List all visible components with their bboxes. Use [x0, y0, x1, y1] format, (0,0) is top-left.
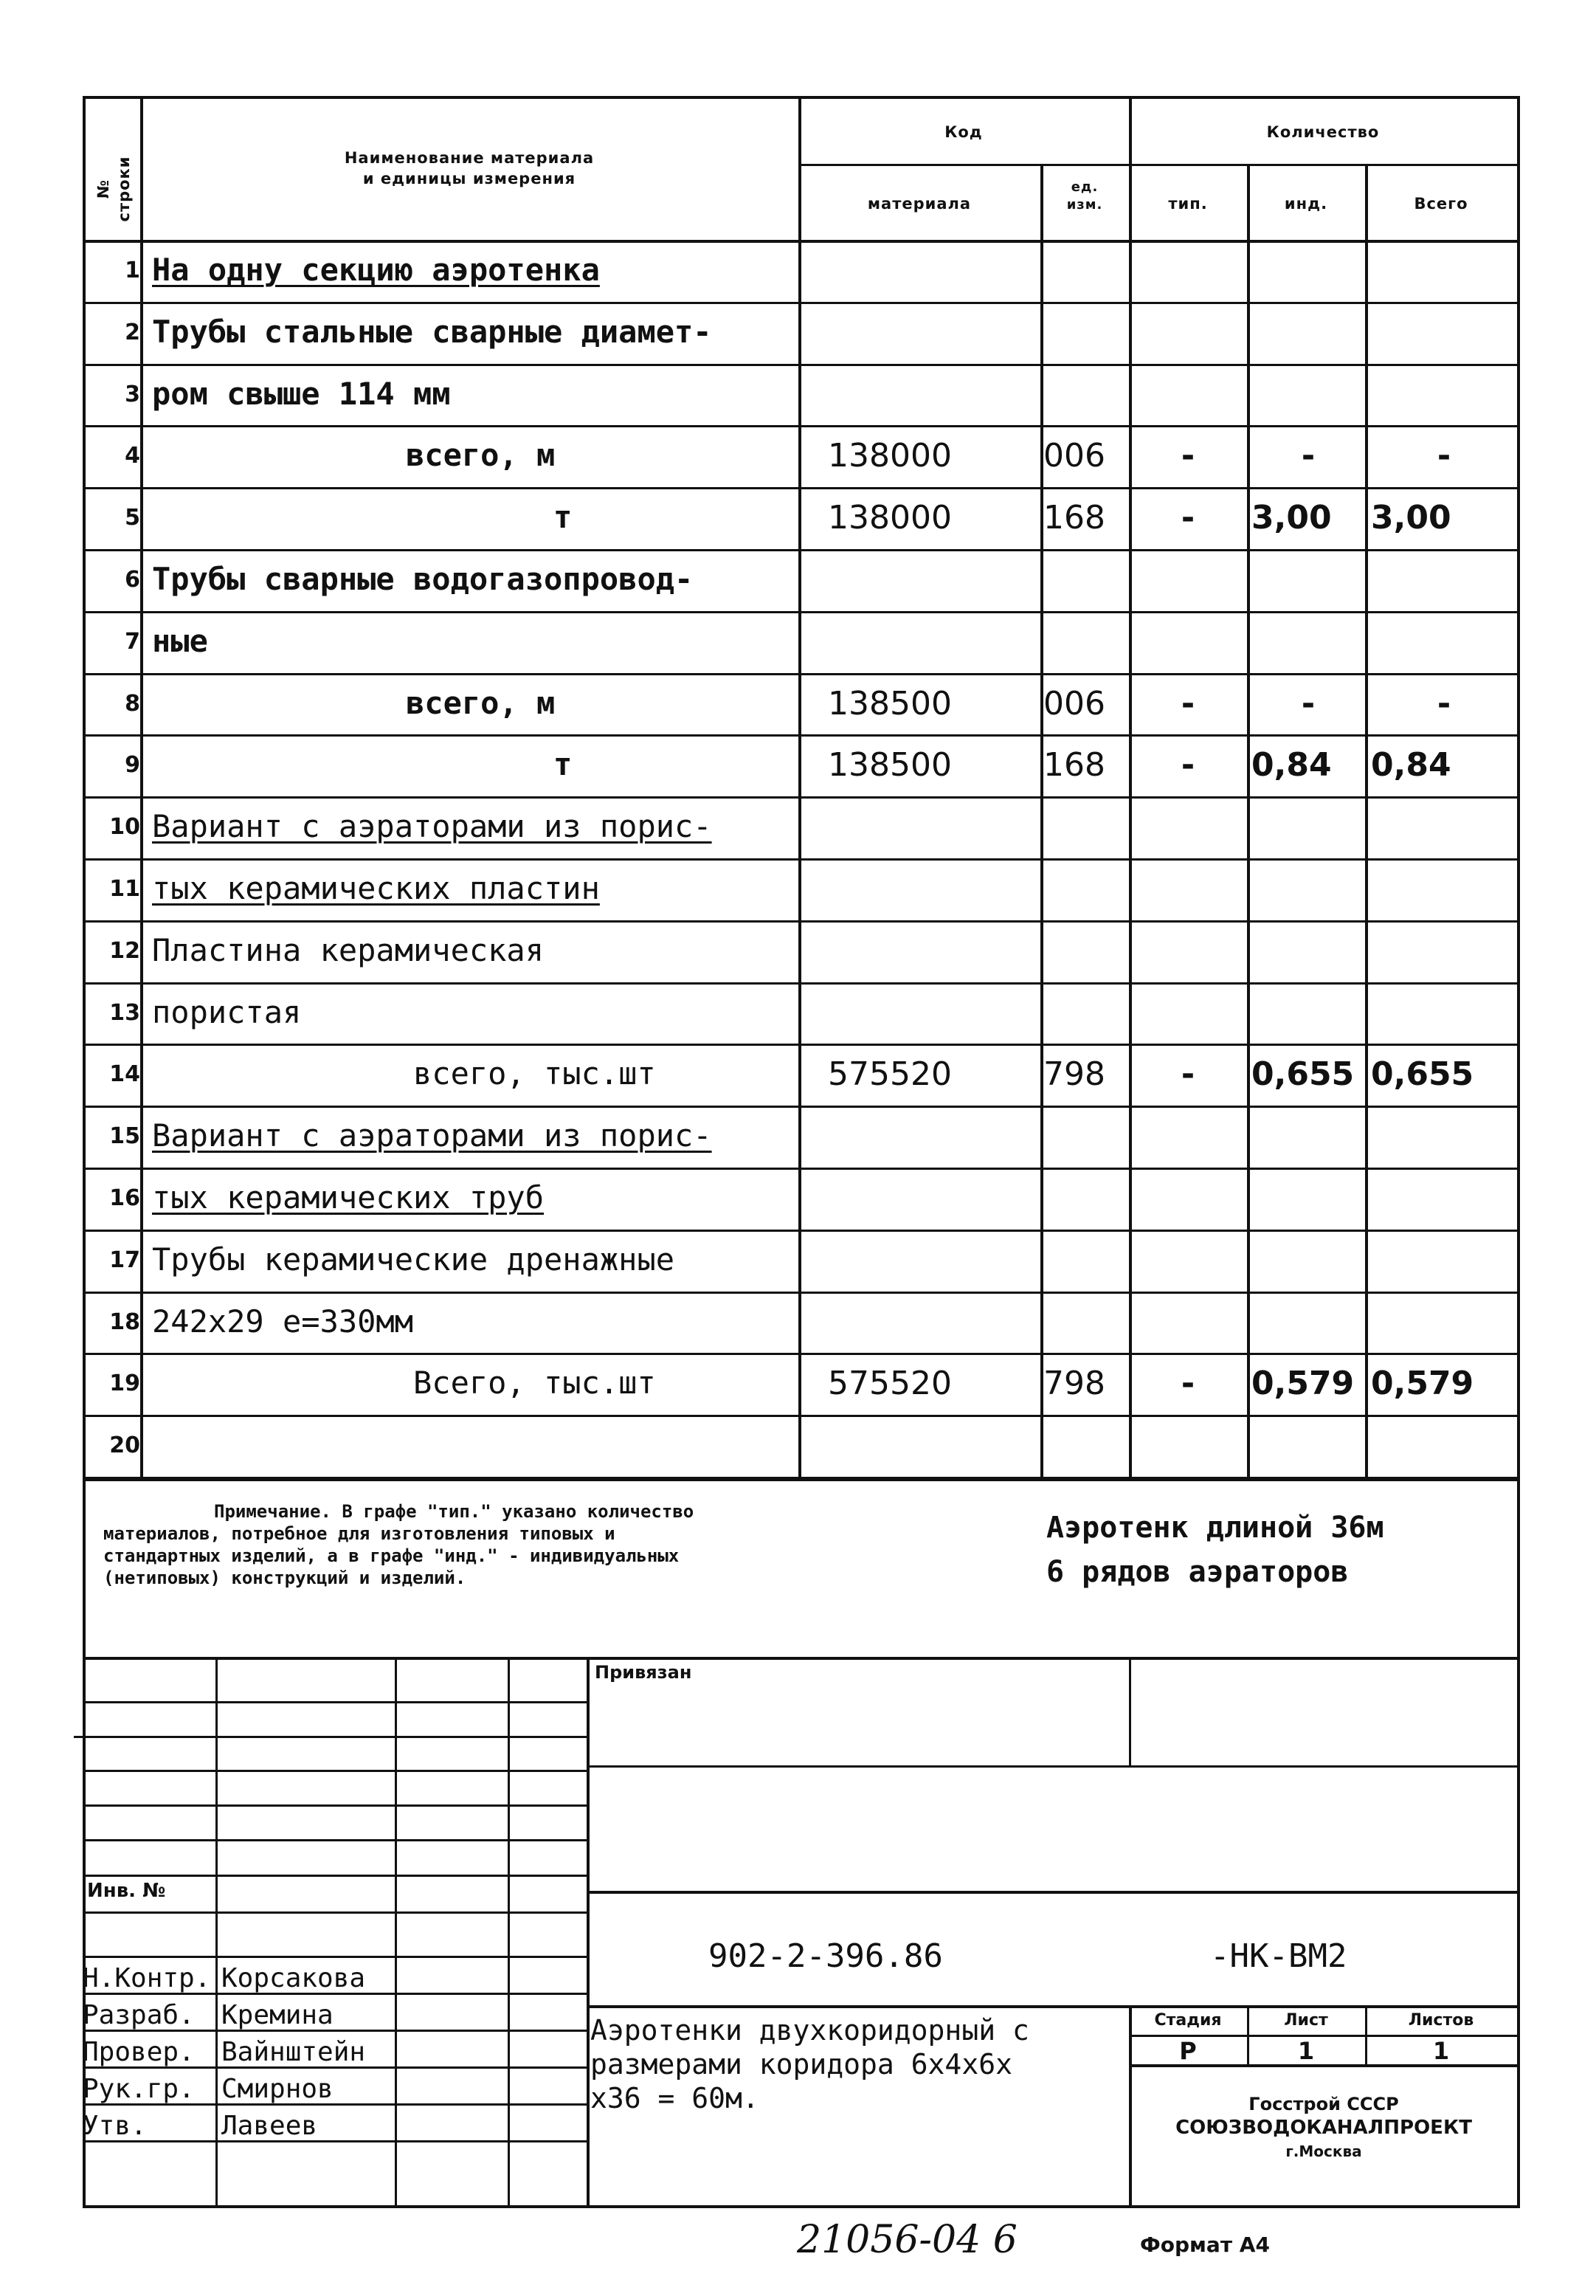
privyazan-divider [1129, 1657, 1131, 1766]
row-14-name: всего, тыс.шт [413, 1055, 656, 1092]
row-4-name: всего, м [406, 437, 556, 474]
row-7-n: 7 [125, 628, 140, 655]
row-17-name: Трубы керамические дренажные [152, 1241, 675, 1278]
stamp-col-1 [215, 1657, 218, 2207]
row-17-n: 17 [109, 1247, 140, 1273]
row-20-n: 20 [109, 1433, 140, 1459]
doc-suffix: -НК-ВМ2 [1210, 1937, 1347, 1975]
row-12-n: 12 [109, 937, 140, 964]
row-9-total: 0,84 [1371, 746, 1451, 785]
note-line-2: материалов, потребное для изготовления типовых и [103, 1523, 615, 1544]
stamp-hline [83, 1911, 587, 1914]
privyazan-bottom [587, 1765, 1519, 1768]
row-12-name: Пластина керамическая [152, 931, 545, 968]
list-label: Лист [1284, 2011, 1328, 2030]
row-separator [83, 425, 1519, 427]
note-text [103, 1500, 1033, 1589]
role-label: Провер. [83, 2037, 195, 2067]
row-14-n: 14 [109, 1061, 140, 1088]
stamp-col-4 [587, 1657, 590, 2207]
header-material-name: Наименование материала и единицы измерения [344, 149, 595, 187]
row-9-n: 9 [125, 752, 140, 779]
sheet-title [590, 2013, 1029, 2115]
sheet-title-line-1: Аэротенки двухкоридорный с [590, 2014, 1029, 2047]
row-2-n: 2 [125, 319, 140, 345]
row-separator [83, 1415, 1519, 1417]
list-value: 1 [1297, 2037, 1315, 2065]
header-qty-tip: тип. [1168, 195, 1208, 213]
stamp-bottom [83, 2205, 1520, 2208]
header-code: Код [944, 123, 983, 141]
col-divider-tip [1247, 164, 1250, 1480]
stamp-hline [83, 1701, 587, 1703]
row-separator [83, 982, 1519, 985]
row-5-total: 3,00 [1371, 499, 1451, 537]
doc-code-value: 902-2-396.86 [708, 1937, 943, 1975]
row-15-n: 15 [109, 1123, 140, 1150]
row-8-mat: 138500 [828, 684, 952, 723]
row-16-n: 16 [109, 1185, 140, 1211]
row-separator [83, 364, 1519, 366]
header-row-number: № строки [94, 156, 133, 222]
row-19-unit: 798 [1043, 1365, 1105, 1403]
signature-mark [402, 2071, 505, 2106]
header-code-material: материала [867, 195, 972, 213]
table-bottom [83, 1478, 1520, 1481]
listov-label: Листов [1408, 2011, 1474, 2030]
row-8-total: - [1437, 684, 1451, 723]
col-divider-mat [1040, 164, 1043, 1480]
role-label: Утв. [83, 2111, 147, 2141]
row-9-ind: 0,84 [1251, 746, 1332, 785]
code-top [587, 1891, 1519, 1894]
row-separator [83, 611, 1519, 613]
row-separator [83, 858, 1519, 861]
row-14-tip: - [1181, 1055, 1195, 1094]
org-line-2: СОЮЗВОДОКАНАЛПРОЕКТ [1175, 2117, 1472, 2139]
row-10-name: Вариант с аэраторами из порис- [152, 808, 712, 845]
row-9-name: т [553, 746, 573, 783]
privyazan-label: Привязан [595, 1662, 692, 1683]
stamp-hline [83, 1770, 587, 1772]
row-separator [83, 920, 1519, 923]
row-14-unit: 798 [1043, 1055, 1105, 1094]
organization [1129, 2092, 1519, 2163]
row-4-unit: 006 [1043, 437, 1105, 475]
row-separator [83, 1106, 1519, 1108]
row-separator [83, 734, 1519, 737]
sheet-title-line-3: х36 = 60м. [590, 2082, 759, 2114]
col-divider-ind [1365, 164, 1368, 1480]
row-separator [83, 673, 1519, 675]
row-8-tip: - [1181, 684, 1195, 723]
row-16-name: тых керамических труб [152, 1179, 545, 1216]
note-title [1046, 1506, 1504, 1594]
handwritten-number: 21056-04 6 [797, 2218, 1018, 2262]
row-separator [83, 796, 1519, 799]
row-11-n: 11 [109, 876, 140, 902]
row-4-ind: - [1301, 437, 1316, 475]
row-8-ind: - [1301, 684, 1316, 723]
role-person: Смирнов [221, 2074, 334, 2104]
note-title-line-1: Аэротенк длиной 36м [1046, 1511, 1384, 1545]
row-7-name: ные [152, 622, 208, 659]
row-5-n: 5 [125, 505, 140, 531]
row-2-name: Трубы стальные сварные диамет- [152, 313, 712, 350]
row-separator [83, 1044, 1519, 1046]
note-left [83, 1478, 86, 1659]
frame-top [83, 96, 1520, 99]
stadiya-label: Стадия [1154, 2011, 1222, 2030]
stamp-hline [83, 1804, 587, 1807]
row-19-n: 19 [109, 1371, 140, 1397]
row-19-name: Всего, тыс.шт [413, 1365, 656, 1402]
row-19-tip: - [1181, 1365, 1195, 1403]
header-qty-ind: инд. [1284, 195, 1328, 213]
header-code-unit: ед. изм. [1066, 179, 1103, 213]
row-5-mat: 138000 [828, 499, 952, 537]
role-person: Корсакова [221, 1963, 366, 1993]
row-4-mat: 138000 [828, 437, 952, 475]
role-label: Рук.гр. [83, 2074, 195, 2104]
header-bottom [83, 240, 1520, 243]
note-title-line-2: 6 рядов аэраторов [1046, 1555, 1349, 1589]
row-15-name: Вариант с аэраторами из порис- [152, 1117, 712, 1154]
row-6-n: 6 [125, 567, 140, 593]
row-9-unit: 168 [1043, 746, 1105, 785]
row-8-unit: 006 [1043, 684, 1105, 723]
stamp-hline [83, 1956, 587, 1958]
row-1-name: На одну секцию аэротенка [152, 252, 600, 288]
stamp-hline [83, 1875, 587, 1877]
listov-value: 1 [1432, 2037, 1450, 2065]
role-person: Кремина [221, 2000, 334, 2030]
row-19-mat: 575520 [828, 1365, 952, 1403]
row-5-ind: 3,00 [1251, 499, 1332, 537]
row-5-tip: - [1181, 499, 1195, 537]
row-3-name: ром свыше 114 мм [152, 375, 451, 412]
inv-label: Инв. № [87, 1880, 166, 1902]
row-13-n: 13 [109, 999, 140, 1026]
row-4-n: 4 [125, 443, 140, 469]
row-19-total: 0,579 [1371, 1365, 1474, 1403]
row-separator [83, 1168, 1519, 1170]
doc-code [708, 1937, 943, 1975]
row-separator [83, 1353, 1519, 1355]
row-5-name: т [553, 499, 573, 536]
stamp-hline [74, 1736, 587, 1738]
row-6-name: Трубы сварные водогазопровод- [152, 561, 694, 597]
row-separator [83, 487, 1519, 489]
row-9-mat: 138500 [828, 746, 952, 785]
format-label: Формат А4 [1140, 2233, 1270, 2257]
title-top [587, 2005, 1519, 2008]
stadiya-value: Р [1179, 2037, 1197, 2065]
role-label: Разраб. [83, 2000, 195, 2030]
sheet-title-line-2: размерами коридора 6х4х6х [590, 2048, 1012, 2080]
row-11-name: тых керамических пластин [152, 870, 600, 906]
row-8-n: 8 [125, 690, 140, 717]
row-9-tip: - [1181, 746, 1195, 785]
stamp-hline [83, 2140, 587, 2142]
stamp-hline [83, 1839, 587, 1841]
row-13-name: пористая [152, 993, 302, 1030]
row-14-mat: 575520 [828, 1055, 952, 1094]
header-quantity: Количество [1266, 123, 1380, 141]
row-5-unit: 168 [1043, 499, 1105, 537]
signature-mark [402, 2108, 505, 2142]
row-separator [83, 549, 1519, 551]
role-person: Лавеев [221, 2111, 318, 2141]
org-line-3: г.Москва [1285, 2142, 1362, 2160]
row-4-total: - [1437, 437, 1451, 475]
row-4-tip: - [1181, 437, 1195, 475]
note-bottom [83, 1657, 1520, 1660]
role-label: Н.Контр. [83, 1963, 211, 1993]
role-person: Вайнштейн [221, 2037, 366, 2067]
row-3-n: 3 [125, 381, 140, 407]
header-subline [798, 164, 1519, 166]
row-separator [83, 302, 1519, 304]
row-18-n: 18 [109, 1309, 140, 1335]
row-separator [83, 1230, 1519, 1232]
stamp-col-3 [508, 1657, 510, 2207]
note-line-3: стандартных изделий, а в графе "инд." - индивидуальных [103, 1545, 680, 1566]
row-18-name: 242х29 е=330мм [152, 1303, 414, 1340]
row-1-n: 1 [125, 258, 140, 283]
signature-mark [402, 2034, 505, 2069]
row-14-ind: 0,655 [1251, 1055, 1355, 1094]
note-line-1: Примечание. В графе "тип." указано количество [214, 1501, 694, 1522]
org-line-1: Госстрой СССР [1248, 2094, 1399, 2114]
signature-mark [402, 1997, 505, 2032]
row-14-total: 0,655 [1371, 1055, 1474, 1094]
row-8-name: всего, м [406, 684, 556, 721]
row-separator [83, 1292, 1519, 1294]
row-10-n: 10 [109, 814, 140, 841]
frame-right [1517, 96, 1520, 2207]
signature-mark [402, 1960, 505, 1995]
note-line-4: (нетиповых) конструкций и изделий. [103, 1568, 466, 1588]
stamp-col-2 [395, 1657, 397, 2207]
header-qty-total: Всего [1414, 195, 1468, 213]
row-19-ind: 0,579 [1251, 1365, 1355, 1403]
